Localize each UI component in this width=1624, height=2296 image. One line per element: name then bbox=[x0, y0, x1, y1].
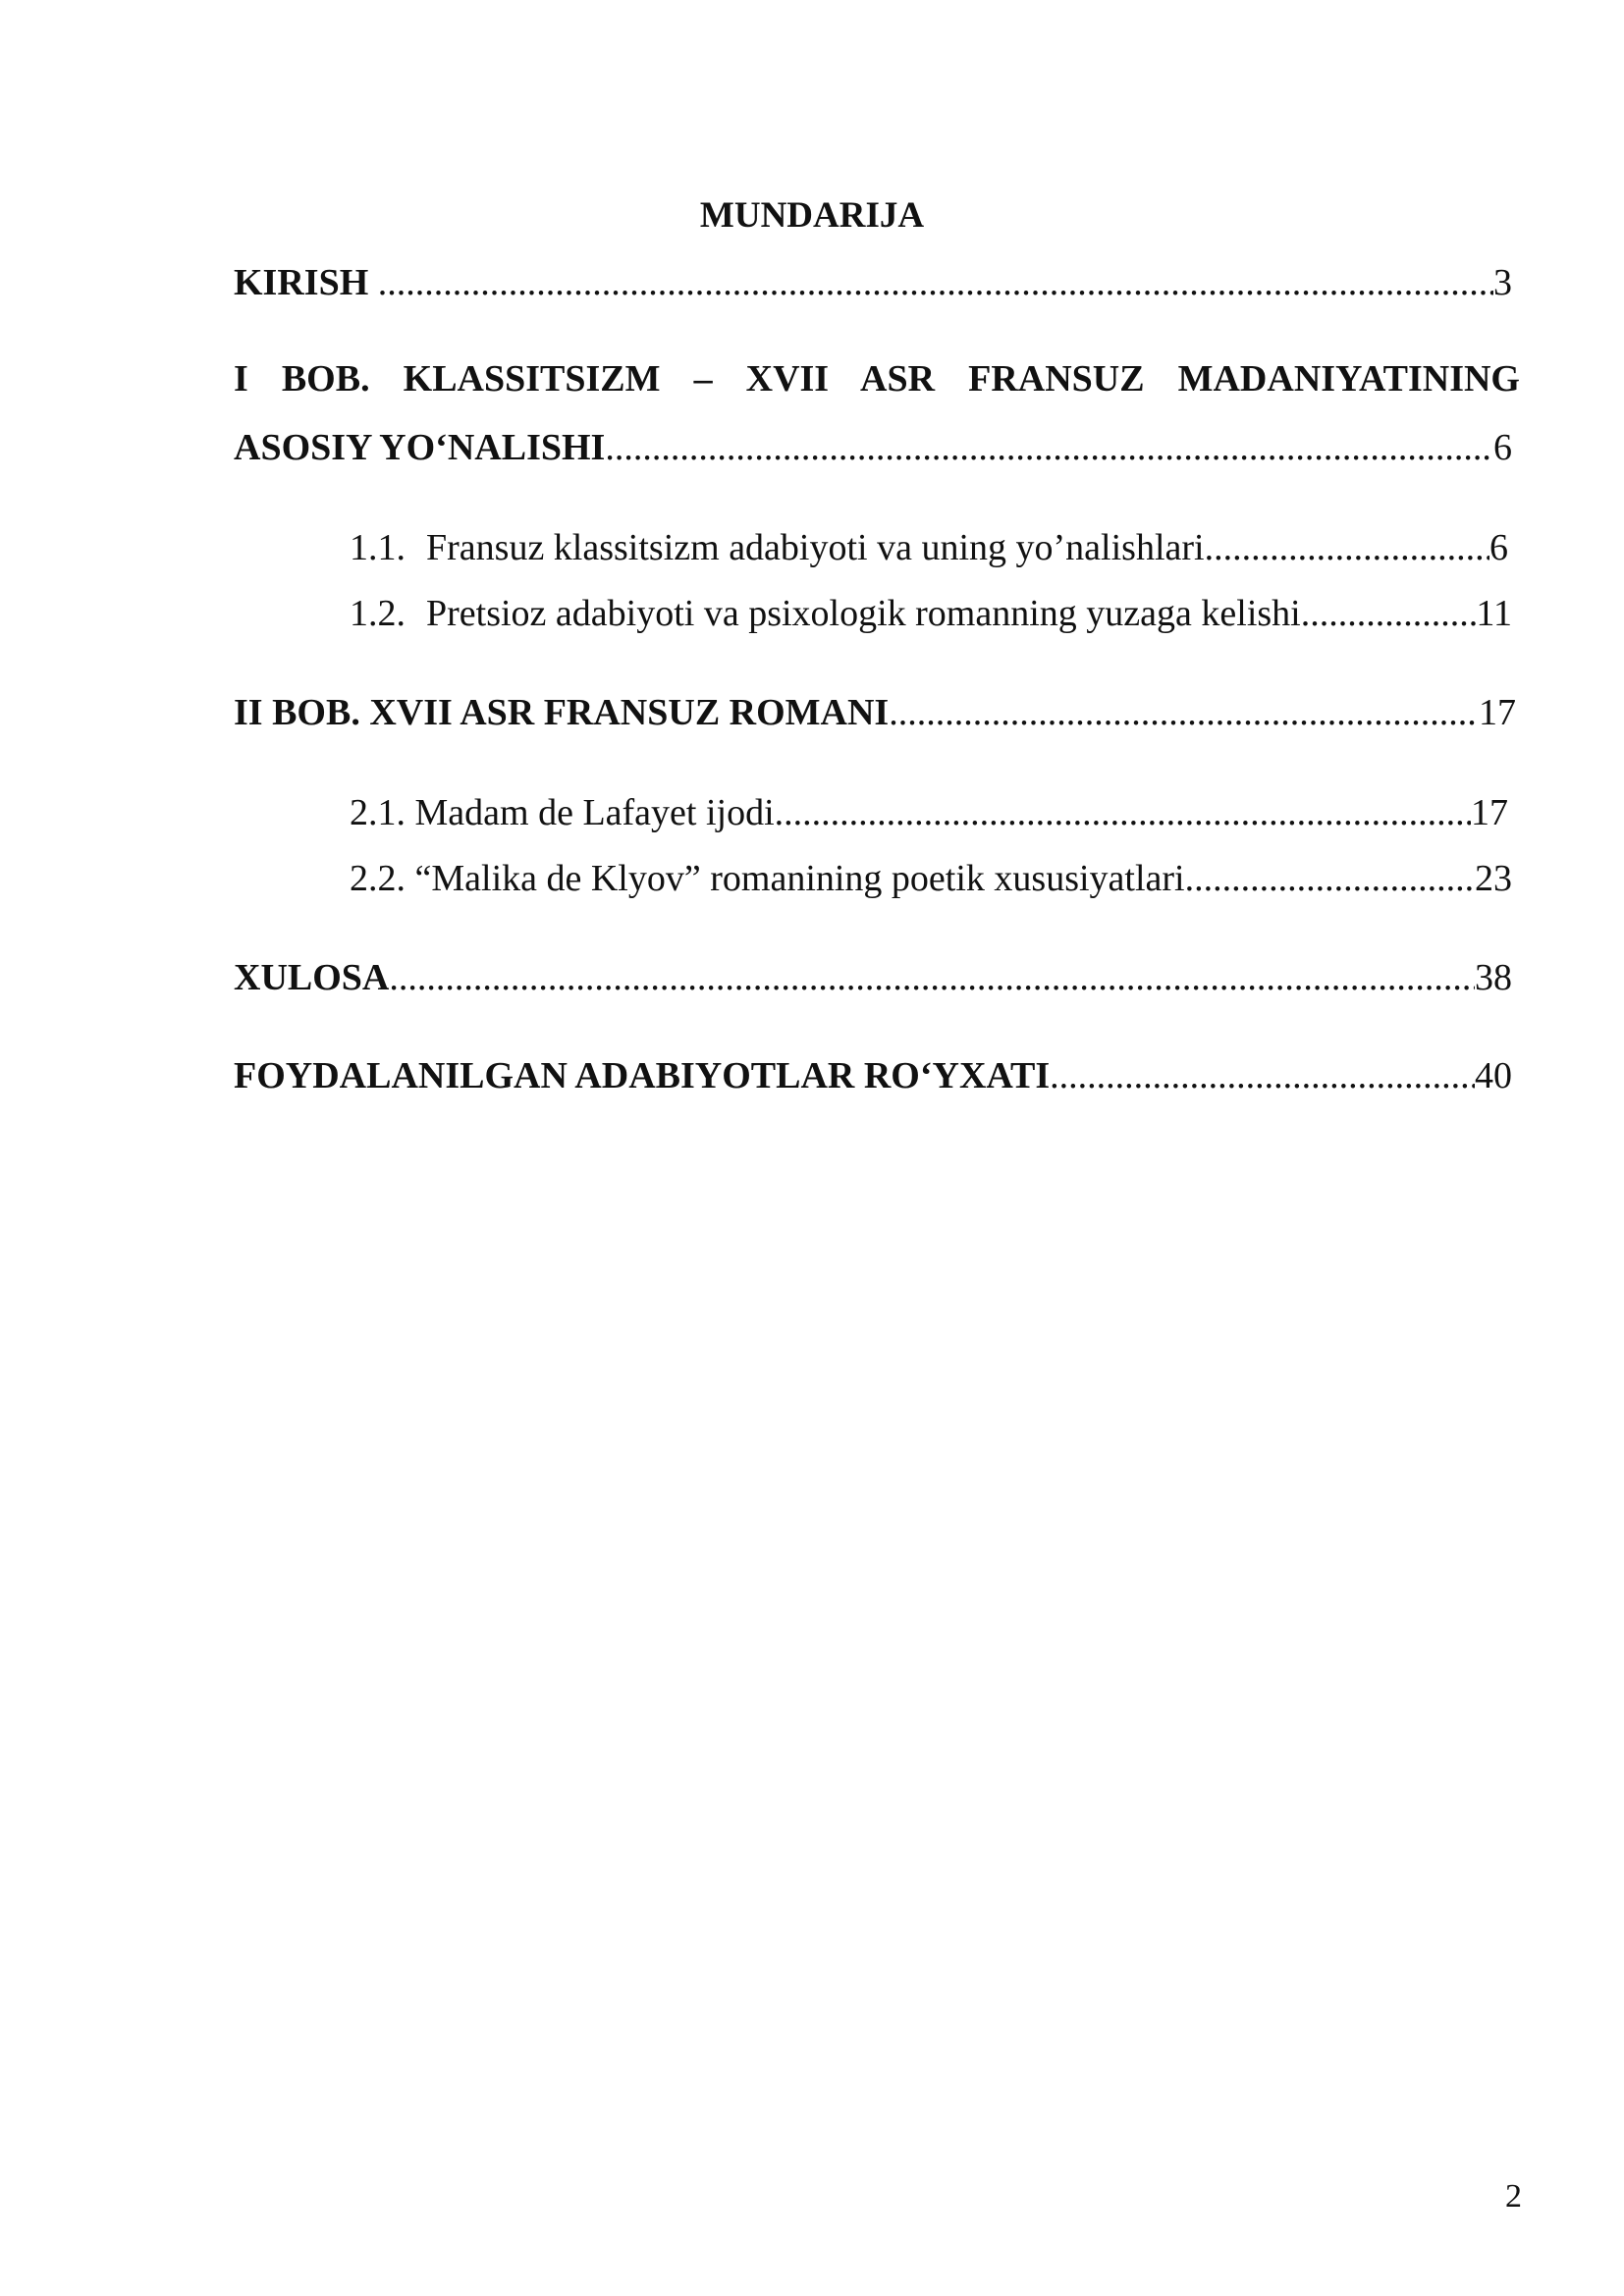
toc-entry-section-1-2[interactable] bbox=[350, 590, 1512, 637]
toc-entry-label: Fransuz klassitsizm adabiyoti va uning yo’nalishlari bbox=[426, 527, 1205, 568]
toc-entry-section-2-2[interactable] bbox=[350, 855, 1512, 902]
toc-entry-conclusion[interactable] bbox=[234, 954, 1512, 1001]
toc-entry-chapter1[interactable] bbox=[234, 424, 1512, 471]
toc-page-number: 11 bbox=[1476, 593, 1512, 634]
toc-entry-label: 2.1. Madam de Lafayet ijodi bbox=[350, 792, 775, 833]
toc-entry-section-2-1[interactable] bbox=[350, 789, 1508, 836]
section-number: 1.1. bbox=[350, 527, 406, 568]
dot-leader bbox=[1301, 590, 1477, 637]
section-number: 1.2. bbox=[350, 593, 406, 634]
toc-entry-chapter1-title[interactable]: I BOB. KLASSITSIZM – XVII ASR FRANSUZ MADANIYATINING bbox=[234, 358, 1520, 400]
toc-entry-label: FOYDALANILGAN ADABIYOTLAR RO‘YXATI bbox=[234, 1055, 1051, 1096]
toc-entry-label: ASOSIY YO‘NALISHI bbox=[234, 427, 606, 468]
dot-leader bbox=[1185, 855, 1475, 902]
toc-entry-intro[interactable] bbox=[234, 259, 1512, 306]
dot-leader bbox=[775, 789, 1471, 836]
dot-leader bbox=[1205, 524, 1489, 571]
toc-entry-section-1-1[interactable] bbox=[350, 524, 1508, 571]
toc-page-number: 6 bbox=[1493, 427, 1512, 468]
toc-entry-chapter2[interactable] bbox=[234, 689, 1516, 736]
toc-page-number: 17 bbox=[1479, 692, 1516, 733]
page-title: MUNDARIJA bbox=[699, 195, 925, 236]
toc-entry-references[interactable] bbox=[234, 1052, 1512, 1099]
toc-page-number: 3 bbox=[1493, 262, 1512, 303]
dot-leader bbox=[368, 259, 1493, 306]
toc-entry-label: KIRISH bbox=[234, 262, 369, 303]
dot-leader bbox=[389, 954, 1475, 1001]
dot-leader bbox=[889, 689, 1479, 736]
dot-leader bbox=[1050, 1052, 1475, 1099]
toc-page-number: 23 bbox=[1475, 858, 1512, 899]
toc-entry-label: XULOSA bbox=[234, 957, 390, 998]
toc-page-number: 6 bbox=[1489, 527, 1508, 568]
toc-page-number: 38 bbox=[1475, 957, 1512, 998]
dot-leader bbox=[605, 424, 1493, 471]
page-number: 2 bbox=[1505, 2178, 1522, 2215]
toc-entry-label: 2.2. “Malika de Klyov” romanining poetik xususiyatlari bbox=[350, 858, 1185, 899]
toc-entry-label: II BOB. XVII ASR FRANSUZ ROMANI bbox=[234, 692, 890, 733]
toc-entry-label: Pretsioz adabiyoti va psixologik romanning yuzaga kelishi bbox=[426, 593, 1301, 634]
toc-page-number: 40 bbox=[1475, 1055, 1512, 1096]
toc-page-number: 17 bbox=[1471, 792, 1508, 833]
